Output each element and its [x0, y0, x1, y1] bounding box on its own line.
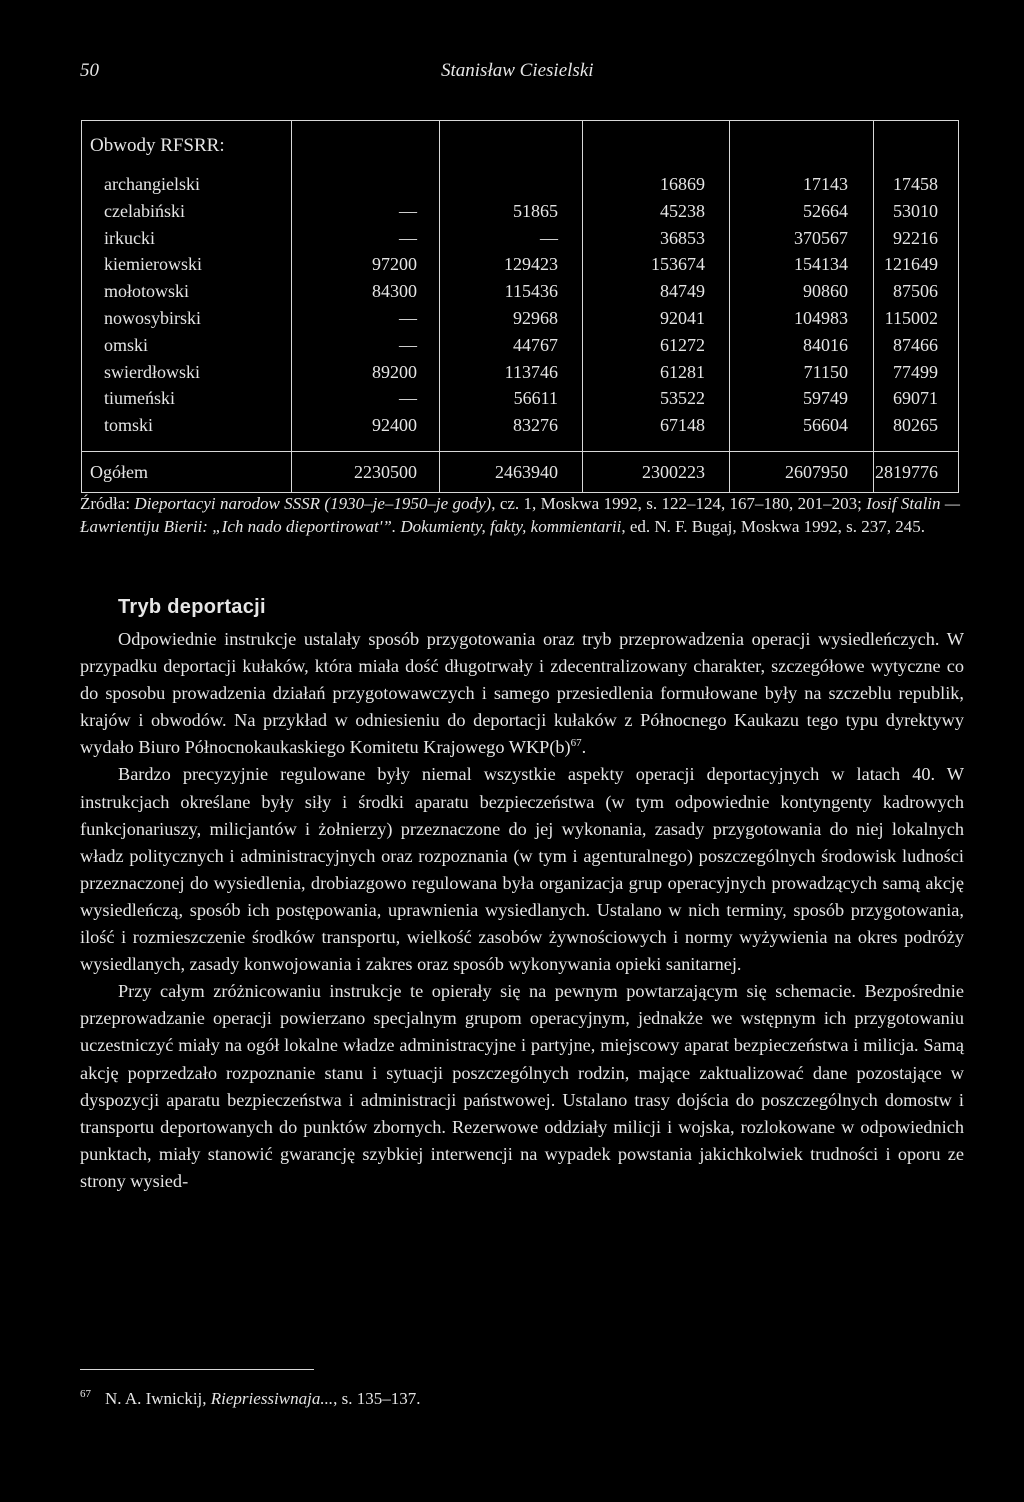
footnote-ref-67[interactable]: 67: [570, 737, 582, 750]
cell-c2: 83276: [440, 412, 583, 439]
cell-c2: 115436: [440, 278, 583, 305]
footnote-rule: [80, 1369, 314, 1370]
sources-part-2: , ed. N. F. Bugaj, Moskwa 1992, s. 237, 245.: [621, 517, 926, 536]
row-name: kiemierowski: [104, 254, 202, 275]
cell-c1: [292, 171, 440, 198]
sources-label: Źródła:: [80, 494, 131, 513]
cell-c4: 104983: [730, 305, 874, 332]
cell-c5: 53010: [874, 198, 959, 225]
table-row: [82, 198, 958, 225]
row-name: mołotowski: [104, 281, 190, 302]
page-header: [80, 60, 940, 90]
row-name: tomski: [104, 415, 154, 436]
table-row: [82, 251, 958, 278]
paragraph-1-text: Odpowiednie instrukcje ustalały sposób przygotowania oraz tryb przeprowadzenia operacji wysiedleńczych. W przypadku deportacji kułaków, która miała dość długotrwały i zdecentralizowany charakter, szczegółowe wytyczne co do sposobu prowadzenia działań przygotowawczych i samego przesiedlenia formułowane były na szczeblu republik, krajów i obwodów. Na przykład w odniesieniu do deportacji kułaków z Północnego Kaukazu tego typu dyrektywy wydało Biuro Północnokaukaskiego Komitetu Krajowego WKP(b): [80, 629, 964, 758]
table-row: [82, 412, 958, 439]
cell-c1: 92400: [292, 412, 440, 439]
cell-c3: 36853: [583, 225, 730, 252]
table-row: [82, 225, 958, 252]
cell-c4: 59749: [730, 385, 874, 412]
cell-c4: 370567: [730, 225, 874, 252]
paragraph-1: [80, 626, 964, 761]
paragraph-2: Bardzo precyzyjnie regulowane były niemal wszystkie aspekty operacji deportacyjnych w latach 40. W instrukcjach określane były siły i środki aparatu bezpieczeństwa (w tym odpowiednie kontyngenty kadrowych funkcjonariuszy, milicjantów i żołnierzy) przeznaczone do jej wykonania, zasady przygotowania do niej lokalnych władz politycznych i administracyjnych oraz rozpoznania (w tym i agenturalnego) poszczególnych środowisk ludności przeznaczonej do wysiedlenia, drobiazgowo regulowana była organizacja grup operacyjnych prowadzących samą akcję wysiedleńczą, sposób ich postępowania, uprawnienia wysiedlanych. Ustalano w nich terminy, sposób przygotowania, ilość i rozmieszczenie środków transportu, wielkość zasobów żywnościowych i normy wyżywienia na okres podróży wysiedlanych, zasady konwojowania i zakres oraz sposób wykonywania opieki sanitarnej.: [80, 764, 964, 975]
row-name: irkucki: [104, 227, 155, 248]
table-row: [82, 385, 958, 412]
cell-c5: 92216: [874, 225, 959, 252]
cell-c3: 61281: [583, 359, 730, 386]
sources-title-2: Iosif Stalin — Ławrientiju Bierii: „Ich nado dieportirowat'”. Dokumienty, fakty, kommientarii: [80, 494, 961, 536]
cell-c2: 51865: [440, 198, 583, 225]
sources-part-1: , cz. 1, Moskwa 1992, s. 122–124, 167–180, 201–203;: [491, 494, 867, 513]
cell-c2: —: [440, 225, 583, 252]
cell-c2: 129423: [440, 251, 583, 278]
row-name: swierdłowski: [104, 361, 200, 382]
total-label: Ogółem: [82, 451, 292, 492]
cell-c2: 92968: [440, 305, 583, 332]
cell-c2: [440, 171, 583, 198]
cell-c4: 52664: [730, 198, 874, 225]
table-row: [82, 305, 958, 332]
footnote-title: Riepriessiwnaja...: [210, 1389, 334, 1408]
row-name: omski: [104, 334, 149, 355]
cell-c2: 56611: [440, 385, 583, 412]
cell-c3: 67148: [583, 412, 730, 439]
region-heading: Obwody RFSRR:: [90, 135, 225, 156]
cell-c5: 121649: [874, 251, 959, 278]
cell-c4: 84016: [730, 332, 874, 359]
cell-c5: 69071: [874, 385, 959, 412]
cell-c1: —: [292, 385, 440, 412]
running-head: Stanisław Ciesielski: [441, 60, 594, 81]
table-region-heading-row: [82, 121, 958, 171]
cell-c5: 115002: [874, 305, 959, 332]
footnote-number: 67: [80, 1388, 91, 1401]
table-row: [82, 332, 958, 359]
cell-c1: 97200: [292, 251, 440, 278]
cell-c5: 17458: [874, 171, 959, 198]
cell-c5: 80265: [874, 412, 959, 439]
row-name: tiumeński: [104, 388, 175, 409]
cell-c1: 89200: [292, 359, 440, 386]
table-spacer: [82, 439, 958, 452]
total-c3: 2300223: [583, 451, 730, 492]
cell-c4: 56604: [730, 412, 874, 439]
body-text: [80, 626, 964, 1195]
cell-c1: —: [292, 198, 440, 225]
row-name: archangielski: [104, 174, 200, 194]
cell-c1: 84300: [292, 278, 440, 305]
footnote-67: [80, 1388, 940, 1410]
cell-c5: 87466: [874, 332, 959, 359]
cell-c4: 17143: [730, 171, 874, 198]
cell-c2: 113746: [440, 359, 583, 386]
paragraph-3: Przy całym zróżnicowaniu instrukcje te opierały się na pewnym powtarzającym się schemacie. Bezpośrednie przeprowadzanie operacji powierzano specjalnym grupom operacyjnym, jednakże we wstępnym ich przygotowaniu uczestniczyć miały na ogół lokalne władze administracyjne i partyjne, miejscowy aparat bezpieczeństwa i milicja. Samą akcję poprzedzało rozpoznanie stanu i sytuacji poszczególnych rodzin, mające zaktualizować dane pozostające w dyspozycji aparatu bezpieczeństwa i administracji państwowej. Ustalano trasy dojścia do poszczególnych domostw i transportu deportowanych do punktów zbornych. Rezerwowe oddziały milicji i wojska, rozlokowane w odpowiednich punktach, miały stanowić gwarancję szybkiej interwencji na wypadek powstania jakichkolwiek trudności i oporu ze strony wysied-: [80, 981, 964, 1191]
section-title: Tryb deportacji: [118, 596, 266, 618]
table-row: [82, 359, 958, 386]
cell-c3: 45238: [583, 198, 730, 225]
total-c5: 2819776: [874, 451, 959, 492]
row-name: czelabiński: [104, 200, 185, 221]
paragraph-1-end: .: [581, 737, 587, 758]
footnote-author: N. A. Iwnickij,: [105, 1389, 211, 1408]
total-c1: 2230500: [292, 451, 440, 492]
total-c2: 2463940: [440, 451, 583, 492]
cell-c1: —: [292, 332, 440, 359]
cell-c3: 61272: [583, 332, 730, 359]
cell-c1: —: [292, 225, 440, 252]
cell-c3: 92041: [583, 305, 730, 332]
table-row: [82, 171, 958, 198]
cell-c4: 90860: [730, 278, 874, 305]
table-row: [82, 278, 958, 305]
cell-c3: 53522: [583, 385, 730, 412]
cell-c3: 153674: [583, 251, 730, 278]
cell-c3: 16869: [583, 171, 730, 198]
cell-c1: —: [292, 305, 440, 332]
cell-c4: 154134: [730, 251, 874, 278]
table-sources: [80, 492, 960, 538]
cell-c4: 71150: [730, 359, 874, 386]
footnote-pages: , s. 135–137.: [333, 1389, 421, 1408]
row-name: nowosybirski: [104, 307, 202, 328]
deportation-table: [81, 120, 959, 493]
cell-c3: 84749: [583, 278, 730, 305]
total-c4: 2607950: [730, 451, 874, 492]
cell-c2: 44767: [440, 332, 583, 359]
table-total-row: [82, 451, 958, 492]
cell-c5: 77499: [874, 359, 959, 386]
cell-c5: 87506: [874, 278, 959, 305]
sources-title-1: Dieportacyi narodow SSSR (1930–je–1950–je gody): [134, 494, 492, 513]
page-number: 50: [80, 60, 99, 81]
